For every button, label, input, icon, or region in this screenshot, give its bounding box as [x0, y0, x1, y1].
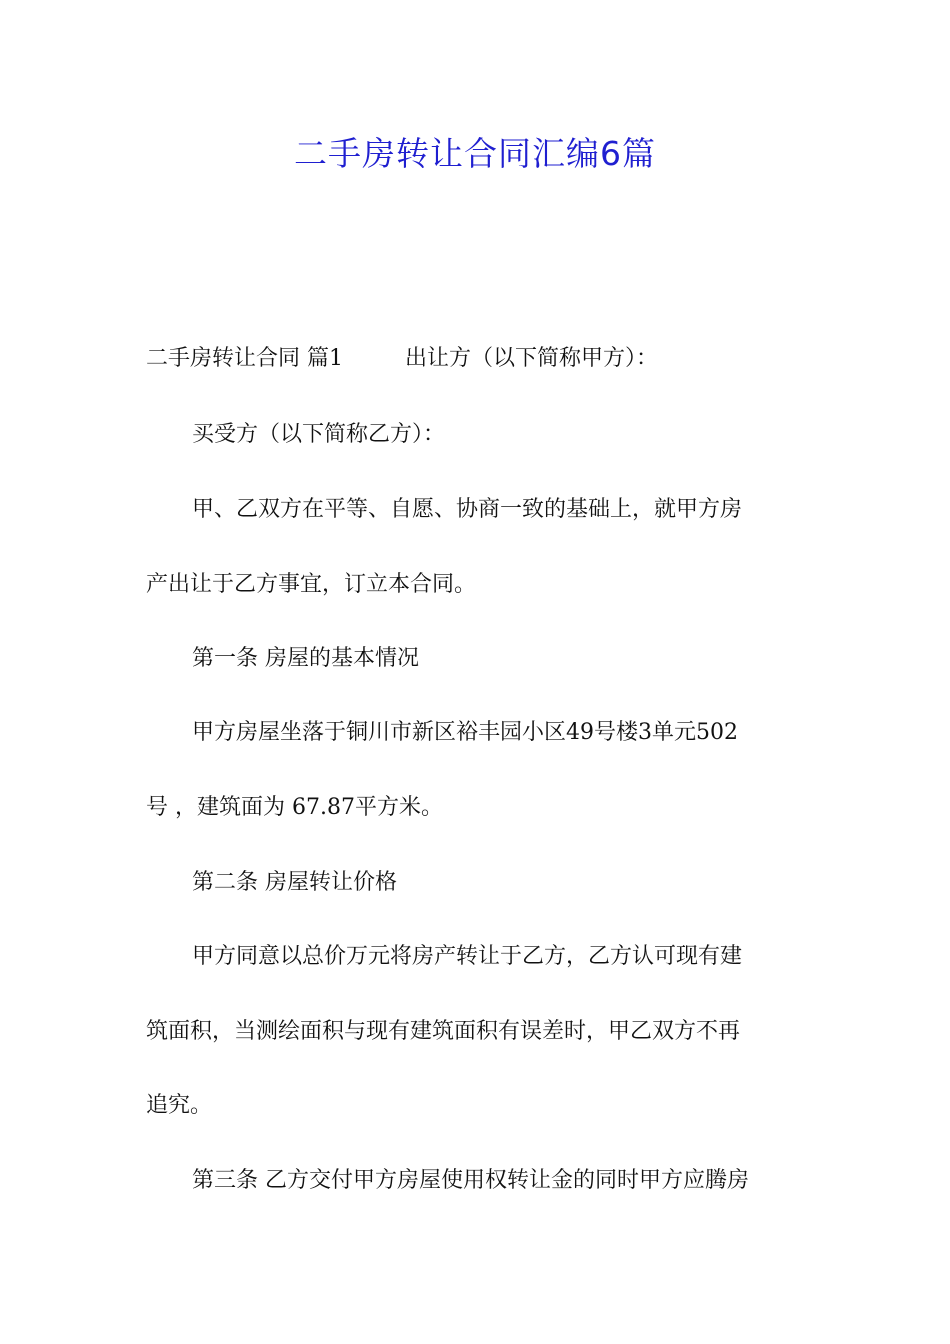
paragraph-line: 甲方房屋坐落于铜川市新区裕丰园小区49号楼3单元502 [192, 720, 738, 745]
paragraph-line: 甲、乙双方在平等、自愿、协商一致的基础上，就甲方房 [192, 497, 743, 522]
paragraph-line: 甲方同意以总价万元将房产转让于乙方，乙方认可现有建 [192, 944, 743, 969]
paragraph-line: 产出让于乙方事宜，订立本合同。 [146, 572, 477, 597]
article-heading: 第二条 房屋转让价格 [192, 870, 397, 895]
paragraph-line: 号 ，建筑面为 67.87平方米。 [146, 795, 443, 820]
buyer-label: 买受方（以下简称乙方）： [192, 422, 446, 447]
paragraph-line: 追究。 [146, 1093, 213, 1118]
article-heading: 第三条 乙方交付甲方房屋使用权转让金的同时甲方应腾房 [192, 1168, 749, 1193]
seller-label: 出让方（以下简称甲方）： [405, 346, 659, 371]
article-heading: 第一条 房屋的基本情况 [192, 646, 419, 671]
section-heading-line [146, 344, 658, 374]
paragraph-line: 筑面积，当测绘面积与现有建筑面积有误差时，甲乙双方不再 [146, 1019, 741, 1044]
document-title: 二手房转让合同汇编6篇 [294, 134, 656, 173]
section-heading: 二手房转让合同 篇1 [146, 346, 343, 371]
